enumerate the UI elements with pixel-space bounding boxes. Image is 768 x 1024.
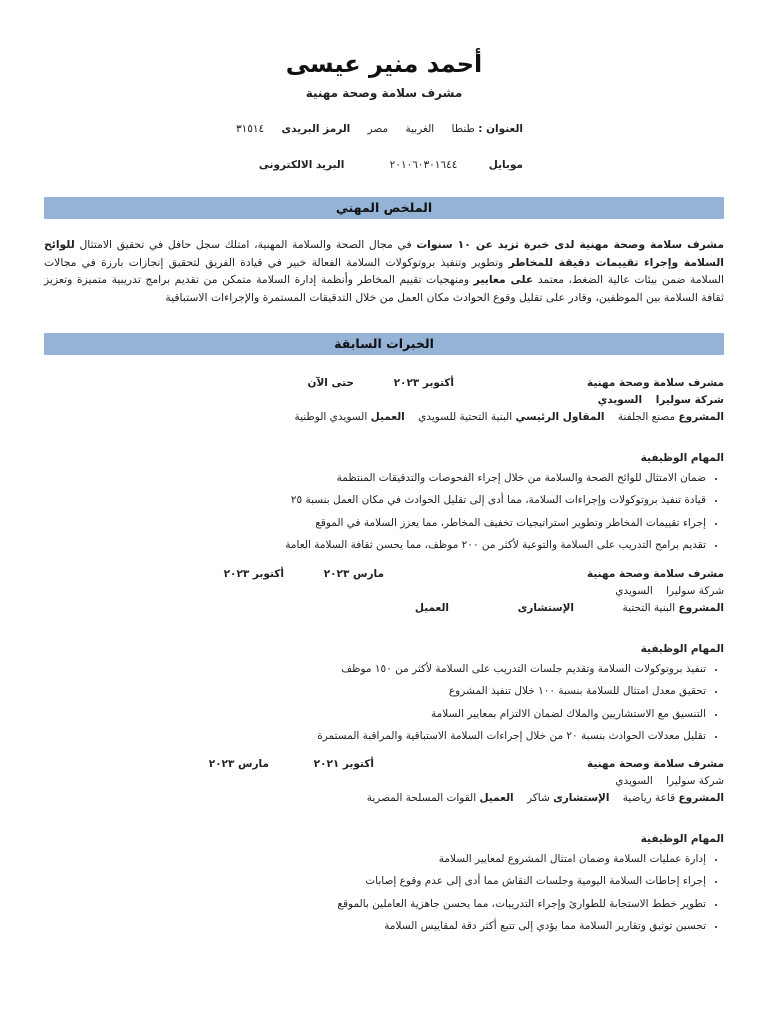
experience-heading: الخبرات السابقة bbox=[44, 333, 724, 355]
email-label: البريد الالكترونى bbox=[258, 159, 345, 171]
tasks-list bbox=[44, 658, 724, 747]
company-name: شركة سوليرا bbox=[666, 775, 724, 787]
address-city: طنطا bbox=[451, 123, 475, 135]
project-label: المشروع bbox=[678, 792, 724, 804]
task-item: • تقديم برامج التدريب على السلامة والتوعية لأكثر من ٢٠٠ موظف، مما يحسن ثقافة السلامة العامة bbox=[44, 534, 706, 556]
consultant-value: شاكر bbox=[526, 792, 550, 804]
task-item: • تطوير خطط الاستجابة للطوارئ وإجراء التدريبات، مما يحسن جاهزية العاملين بالموقع bbox=[44, 893, 706, 915]
job-date-from: مارس ٢٠٢٣ bbox=[323, 568, 384, 580]
job-date-from: أكتوبر ٢٠٢٣ bbox=[393, 377, 454, 389]
mobile-label: موبايل bbox=[488, 159, 523, 171]
job-entry bbox=[44, 375, 724, 556]
summary-text-3: ومنهجيات تقييم المخاطر وأنظمة إدارة السلامة متمكن من تقديم برامج تدريبية متميزة وتعزيز ثقافة السلامة بين الموظفين، وقادر على تقليل وقوع الحوادث مكان العمل من خلال التدقيقات المستمرة والإجراءات الاستباقية bbox=[44, 273, 724, 304]
contact-line bbox=[259, 159, 523, 171]
summary-bold-2: للوائح السلامة وإجراء تقييمات دقيقة للمخاطر bbox=[44, 238, 724, 269]
summary-bold-3: على معايير bbox=[473, 273, 534, 287]
job-date-to: أكتوبر ٢٠٢٣ bbox=[223, 568, 284, 580]
job-date-to: مارس ٢٠٢٣ bbox=[208, 758, 269, 770]
project-value: قاعة رياضية bbox=[622, 792, 676, 804]
job-date-from: أكتوبر ٢٠٢١ bbox=[313, 758, 374, 770]
company-group: السويدي bbox=[615, 585, 653, 597]
task-item: • تحقيق معدل امتثال للسلامة بنسبة ١٠٠ خلال تنفيذ المشروع bbox=[44, 680, 706, 702]
consultant-label: الإستشارى bbox=[517, 602, 574, 614]
contractor-value: البنية التحتية للسويدي bbox=[418, 411, 513, 423]
address-gov: الغربية bbox=[405, 123, 435, 135]
summary-paragraph bbox=[44, 236, 724, 306]
tasks-list bbox=[44, 467, 724, 556]
task-item: • تحسين توثيق وتقارير السلامة مما يؤدي إلى تتبع أكثر دقة لمقاييس السلامة bbox=[44, 915, 706, 937]
client-label: العميل bbox=[414, 602, 449, 614]
job-title: مشرف سلامة وصحة مهنية bbox=[586, 568, 724, 580]
tasks-list bbox=[44, 848, 724, 937]
address-line bbox=[236, 123, 523, 135]
company-name: شركة سوليرا bbox=[666, 585, 724, 597]
summary-text-2: وتطوير وتنفيذ بروتوكولات السلامة الفعالة خبير في قيادة الفريق لتحقيق إنجازات بارزة في مجالات السلامة ضمن بيئات عالية الضغط، معتمد bbox=[44, 255, 724, 287]
tasks-heading: المهام الوظيفية bbox=[640, 452, 724, 464]
address-label: العنوان : bbox=[478, 123, 523, 135]
project-label: المشروع bbox=[678, 411, 724, 423]
job-title: مشرف سلامة وصحة مهنية bbox=[586, 758, 724, 770]
task-item: • إجراء تقييمات المخاطر وتطوير استراتيجيات تخفيف المخاطر، مما يعزز السلامة في الموقع bbox=[44, 512, 706, 534]
postal-value: ٣١٥١٤ bbox=[235, 123, 265, 135]
job-entry bbox=[44, 756, 724, 937]
task-item: • ضمان الامتثال للوائح الصحة والسلامة من خلال إجراء الفحوصات والتدقيقات المنتظمة bbox=[44, 467, 706, 489]
tasks-heading: المهام الوظيفية bbox=[640, 833, 724, 845]
person-name: أحمد منير عيسى bbox=[285, 50, 483, 78]
consultant-label: الإستشارى bbox=[553, 792, 610, 804]
client-value: القوات المسلحة المصرية bbox=[366, 792, 477, 804]
client-value: السويدي الوطنية bbox=[294, 411, 368, 423]
task-item: • قيادة تنفيذ بروتوكولات وإجراءات السلامة، مما أدى إلى تقليل الحوادث في مكان العمل بنسبة ٢٥ bbox=[44, 489, 706, 511]
project-value: مصنع الجلفنة bbox=[617, 411, 676, 423]
task-item: • إدارة عمليات السلامة وضمان امتثال المشروع لمعايير السلامة bbox=[44, 848, 706, 870]
job-title: مشرف سلامة وصحة مهنية bbox=[305, 86, 463, 100]
project-label: المشروع bbox=[678, 602, 724, 614]
company-group: السويدي bbox=[597, 394, 643, 406]
summary-heading: الملخص المهني bbox=[44, 197, 724, 219]
task-item: • تقليل معدلات الحوادث بنسبة ٢٠ من خلال إجراءات السلامة الاستباقية والمراقبة المستمرة bbox=[44, 725, 706, 747]
project-value: البنية التحتية bbox=[622, 602, 676, 614]
summary-text-1: في مجال الصحة والسلامة المهنية، امتلك سجل حافل في تحقيق الامتثال bbox=[74, 238, 417, 251]
summary-bold-1: مشرف سلامة وصحة مهنية لدى خبرة تزيد عن ١٠ سنوات bbox=[416, 238, 725, 251]
job-date-to: حتى الآن bbox=[307, 377, 354, 389]
task-item: • التنسيق مع الاستشاريين والملاك لضمان الالتزام بمعايير السلامة bbox=[44, 703, 706, 725]
job-title: مشرف سلامة وصحة مهنية bbox=[586, 377, 724, 389]
company-name: شركة سوليرا bbox=[655, 394, 724, 406]
mobile-value: ٢٠١٠٦٠٣٠١٦٤٤ bbox=[389, 159, 458, 171]
address-country: مصر bbox=[367, 123, 389, 135]
task-item: • إجراء إحاطات السلامة اليومية وجلسات النقاش مما أدى إلى عدم وقوع إصابات bbox=[44, 870, 706, 892]
client-label: العميل bbox=[370, 411, 405, 423]
tasks-heading: المهام الوظيفية bbox=[640, 643, 724, 655]
contractor-label: المقاول الرئيسي bbox=[515, 411, 605, 423]
task-item: • تنفيذ بروتوكولات السلامة وتقديم جلسات التدريب على السلامة لأكثر من ١٥٠ موظف bbox=[44, 658, 706, 680]
client-label: العميل bbox=[479, 792, 514, 804]
job-entry bbox=[44, 566, 724, 747]
postal-label: الرمز البريدى bbox=[281, 123, 351, 135]
company-group: السويدي bbox=[615, 775, 653, 787]
